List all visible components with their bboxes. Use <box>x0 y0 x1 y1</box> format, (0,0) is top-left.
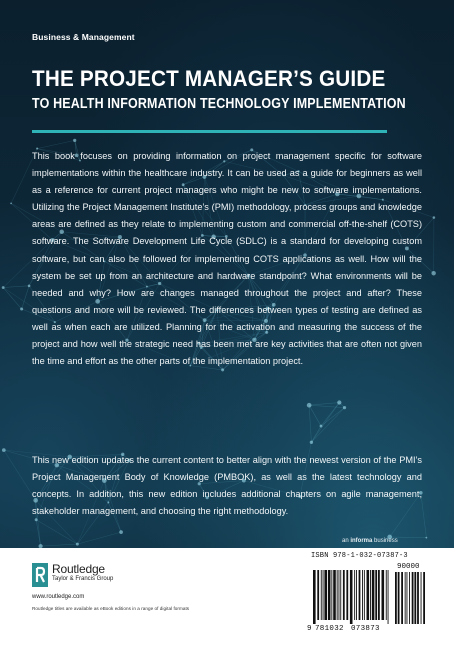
barcode-bar <box>346 570 348 620</box>
network-node <box>10 202 12 204</box>
barcode-bar <box>343 570 345 620</box>
book-title: THE PROJECT MANAGER’S GUIDE <box>32 66 386 91</box>
barcode-bar <box>313 570 316 624</box>
barcode-bar <box>321 570 322 620</box>
barcode-bar <box>370 570 371 620</box>
network-node <box>431 271 435 275</box>
barcode-bar <box>333 570 336 620</box>
network-node <box>28 285 31 288</box>
description-paragraph: This book focuses on providing information on project management specific for software implementations within the healthcare industry. It can be used as a guide for beginners as well as a reference for current project managers who might be new to software implementations. Utilizing the Project Management Institute’s (PMI) methodology, process groups and knowledge areas are defined as they relate to implementing custom and commercial off-the-shelf (COTS) software. The Software Development Life Cycle (SDLC) is a standard for developing custom software, but can also be followed for implementing COTS applications as well. How will the system be set up from an architecture and hardware standpoint? What environments will be needed and why? How are changes managed throughout the project and after? These questions and more will be reviewed. The differences between types of testing are defined as well as when each are utilized. Planning for the activation and measuring the success of the project and how well the strategic need has been met are key activities that are often not given the time and effort as the other parts of the implementation project. <box>32 151 422 367</box>
network-node <box>20 307 23 310</box>
network-line <box>309 405 344 407</box>
network-line <box>311 408 344 443</box>
barcode-digits-right: 073873 <box>351 625 380 632</box>
barcode-bar <box>382 570 385 620</box>
network-line <box>22 286 29 309</box>
informa-business-note: an informa business <box>342 538 398 544</box>
network-node <box>73 139 76 142</box>
network-node <box>76 543 79 546</box>
barcode-addon-bar <box>423 572 425 624</box>
network-node <box>343 406 346 409</box>
network-line <box>311 403 339 443</box>
barcode-addon-bar <box>421 572 422 624</box>
barcode-digit-lead: 9 <box>307 625 312 632</box>
barcode-bar <box>331 570 332 620</box>
barcode-addon-bar <box>414 572 416 624</box>
ebook-availability-note: Routledge titles are available as eBook editions in a range of digital formats <box>32 606 190 611</box>
barcode-bar <box>378 570 380 620</box>
isbn-label: ISBN 978-1-032-07387-3 <box>311 552 408 560</box>
barcode-addon-bar <box>407 572 408 624</box>
barcode-bar <box>364 570 365 620</box>
barcode-bar <box>359 570 361 620</box>
network-line <box>309 405 321 426</box>
network-node <box>425 537 427 539</box>
network-node <box>119 530 123 534</box>
network-node <box>2 286 5 289</box>
network-node <box>320 425 323 428</box>
barcode-bar <box>337 570 338 620</box>
barcode-bar <box>323 570 324 620</box>
barcode-bar <box>340 570 341 620</box>
publisher-name: Routledge <box>52 562 105 576</box>
network-node <box>2 448 6 452</box>
barcode-addon-bar <box>395 572 397 624</box>
price-code: 90000 <box>397 563 420 571</box>
barcode-bar <box>328 570 331 620</box>
publisher-website: www.routledge.com <box>32 594 85 600</box>
network-line <box>41 544 78 546</box>
barcode-bar <box>386 570 387 620</box>
publisher-group: Taylor & Francis Group <box>52 576 114 582</box>
network-line <box>309 403 339 406</box>
barcode-bar <box>388 570 389 624</box>
network-node <box>307 403 312 408</box>
network-line <box>309 405 311 442</box>
barcode-addon-bar <box>405 572 406 624</box>
network-node <box>433 216 436 219</box>
network-line <box>77 532 121 544</box>
category-label: Business & Management <box>32 32 135 42</box>
barcode-bar <box>354 570 355 620</box>
barcode-digits-left: 781032 <box>315 625 344 632</box>
book-subtitle: TO HEALTH INFORMATION TECHNOLOGY IMPLEMENTATION <box>32 96 406 112</box>
barcode-bar <box>367 570 370 620</box>
network-node <box>310 441 313 444</box>
barcode-addon-bar <box>398 572 400 624</box>
barcode-addon-bar <box>417 572 419 624</box>
routledge-logo-icon <box>32 563 48 587</box>
barcode-bar <box>339 570 340 620</box>
barcode-bar <box>356 570 357 620</box>
barcode-bar <box>362 570 363 620</box>
barcode-bar <box>372 570 375 620</box>
network-line <box>3 286 29 288</box>
title-divider <box>32 130 387 133</box>
barcode-addon-bar <box>412 572 414 624</box>
barcode-bar <box>324 570 327 620</box>
barcode-addon-bar <box>409 572 410 624</box>
network-line <box>36 520 77 544</box>
isbn-barcode <box>305 560 429 632</box>
barcode-bar <box>350 570 353 624</box>
barcode-bar <box>375 570 377 620</box>
network-node <box>337 400 341 404</box>
description-paragraph: This new edition updates the current content to better align with the newest version of the PMI’s Project Management Body of Knowledge (PMBOK), as well as the latest technology and concepts. In addition, this new edition includes additional chapters on agile management, stakeholder management, and choosing the right methodology. <box>32 455 422 517</box>
barcode-bar <box>317 570 319 620</box>
barcode-addon-bar <box>401 572 403 624</box>
